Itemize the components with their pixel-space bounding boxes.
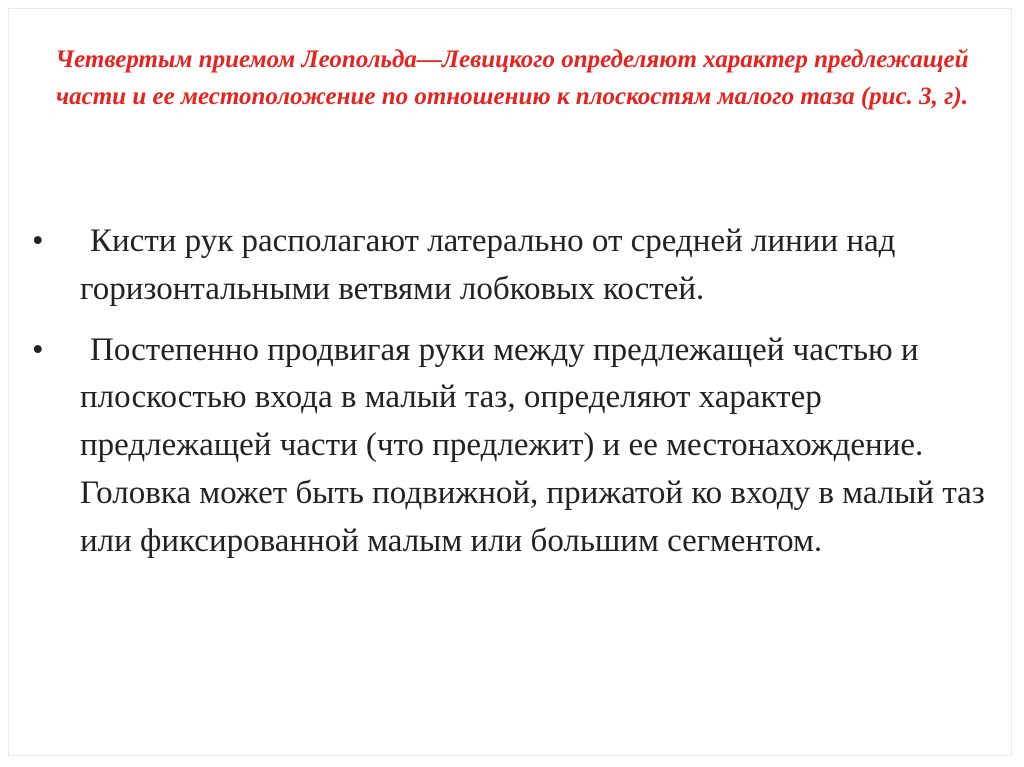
slide-title: Четвертым приемом Леопольда—Левицкого определяют характер предлежащей части и ее местоположение по отношению к плоскостям малого таза (рис. 3, г). [55,46,969,110]
list-item [32,218,1002,314]
bullet-icon: • [32,331,44,368]
list-item [32,327,1002,566]
bullet-text: Постепенно продвигая руки между предлежащей частью и плоскостью входа в малый таз, определяют характер предлежащей части (что предлежит) и ее местонахождение. Головка может быть подвижной, прижатой ко входу в малый таз или фиксированной малым или большим сегментом. [80,331,985,559]
bullet-list [32,218,1002,579]
bullet-text: Кисти рук располагают латерально от средней линии над горизонтальными ветвями лобковых костей. [80,223,896,307]
bullet-icon: • [32,223,44,259]
